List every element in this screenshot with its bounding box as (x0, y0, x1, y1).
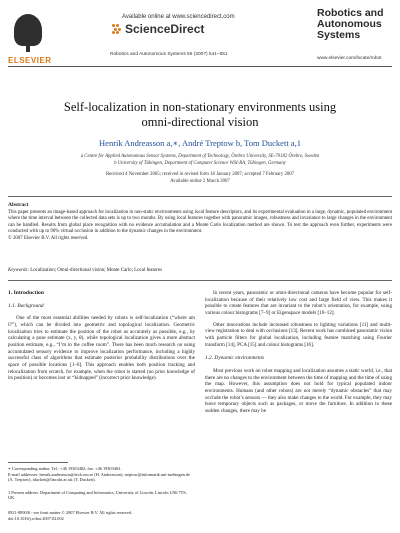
copyright-notice: © 2007 Elsevier B.V. All rights reserved. (8, 235, 89, 241)
sciencedirect-brand: ScienceDirect (125, 22, 205, 36)
journal-title: Robotics and Autonomous Systems (317, 7, 384, 41)
doi-link[interactable]: doi:10.1016/j.robot.2007.02.002 (8, 515, 64, 521)
footnote-emails: E-mail addresses: henrik.andreasson@tech.oru.se (H. Andreasson), treptow@informatik.uni-tuebingen.de (A. Treptow), tduckett@lincoln.ac.uk (T. Duckett). (8, 472, 190, 483)
footnote-corresponding: ∗ Corresponding author. Tel.: +46 19303482; fax: +46 19303463. (8, 466, 122, 471)
journal-url[interactable]: www.elsevier.com/locate/robot (317, 56, 382, 61)
abstract-top-divider (8, 196, 392, 197)
paragraph: Other innovations include increased robustness to lighting variations [11] and multi-view registration to deal with occlusions [13]. Recent work has combined panoramic vision with particle filters for global localization, including feature matching using Fourier transform [14], PCA [15] and colour histograms [16]. (205, 321, 392, 348)
keywords: Keywords: Localization; Omni-directional vision; Monte Carlo; Local features (8, 268, 162, 273)
journal-reference: Robotics and Autonomous Systems 55 (2007) 541–551 (110, 52, 228, 57)
article-footer (8, 510, 132, 521)
subsection-heading-dynamic: 1.2. Dynamic environments (205, 355, 265, 362)
footnote-present-address: 1 Present address: Department of Computing and Informatics, University of Lincoln, Lincoln LN6 7TS, UK. (8, 490, 187, 501)
header-divider (8, 66, 392, 67)
article-title: Self-localization in non-stationary environments using omni-directional vision (63, 100, 337, 129)
available-online-note: Available online at www.sciencedirect.com (122, 14, 235, 20)
paragraph: In recent years, panoramic or omni-directional cameras have become popular for self-localization because of their relatively low cost and large field of view. This makes it possible to create features that are invariant to the robot’s orientation, for example, using various colour histograms [7–9] or Eigenspace models [10–12]. (205, 290, 392, 316)
issn-line: 0921-8890/$ - see front matter © 2007 Elsevier B.V. All rights reserved. (8, 510, 133, 515)
right-column (205, 290, 392, 415)
abstract-heading: Abstract (8, 202, 29, 208)
available-date: Available online 2 March 2007 (170, 179, 230, 184)
sciencedirect-logo (112, 20, 204, 38)
section-heading-introduction: 1. Introduction (8, 290, 44, 296)
footnote-divider (8, 462, 68, 463)
received-dates: Received 4 November 2005; received in revised form 18 January 2007; accepted 7 February 2007 (105, 172, 295, 177)
author-list: Henrik Andreasson a,∗, André Treptow b, Tom Duckett a,1 (99, 138, 301, 148)
publisher-name: ELSEVIER (8, 56, 52, 65)
subsection-heading-background: 1.1. Background (8, 302, 44, 309)
abstract-text: This paper presents an image-based approach for localization in non-static environments using local feature descriptors, and its experimental evaluation in a large, dynamic, populated environment where the time interval between the collected data sets is up to two months. By using local features together with panoramic images, robustness and invariance to large changes in the environment can be handled. Results from global place recognition with no evidence accumulation and a Monte Carlo localization method are shown. To test the approach even further, experiments were conducted with up to 90% virtual occlusion in addition to the dynamic changes in the environment. © 2007 Elsevier B.V. All rights reserved. (8, 210, 392, 241)
affiliation-a: a Centre for Applied Autonomous Sensor Systems, Department of Technology, Örebro University, SE-70182 Örebro, Sweden (80, 154, 320, 159)
tree-icon (14, 14, 42, 46)
paragraph: Most previous work on robot mapping and localization assumes a static world, i.e., that there are no changes to the environment between the time of mapping and the time of using the map. However, this assumption does not hold for typical populated indoor environments. Humans (and other robots) are not merely “dynamic obstacles” that may occlude the robot’s sensors — they also make changes to the world. For example, they may leave temporary objects such as packages, or move the furniture. In addition to these sudden changes, there may be (205, 367, 392, 414)
affiliation-b: b University of Tübingen, Department of Computer Science WSI-RA, Tübingen, Germany (114, 161, 286, 166)
elsevier-logo (8, 10, 52, 68)
paragraph: One of the most essential abilities needed by robots is self-localization (“where am I?”), which can be divided into geometric and topological localization. Geometric localization tries to estimate the position of the robot as accurately as possible, e.g., by calculating a pose estimate (x, y, θ), while topological localization gives a more abstract position estimate, e.g., “I’m in the coffee room”. There has been much research on using accumulated sensory evidence to improve localization performance, including a highly successful class of algorithms that estimate posterior probability distributions over the space of possible locations [1–6]. This approach enables both position tracking and relocalization from scratch, for example, when the robot is started (no prior knowledge of its position) or becomes lost or “kidnapped” (incorrect prior knowledge). (8, 315, 195, 382)
abstract-bottom-divider (8, 280, 392, 281)
sciencedirect-dots-icon (112, 24, 122, 34)
left-column (8, 290, 195, 382)
